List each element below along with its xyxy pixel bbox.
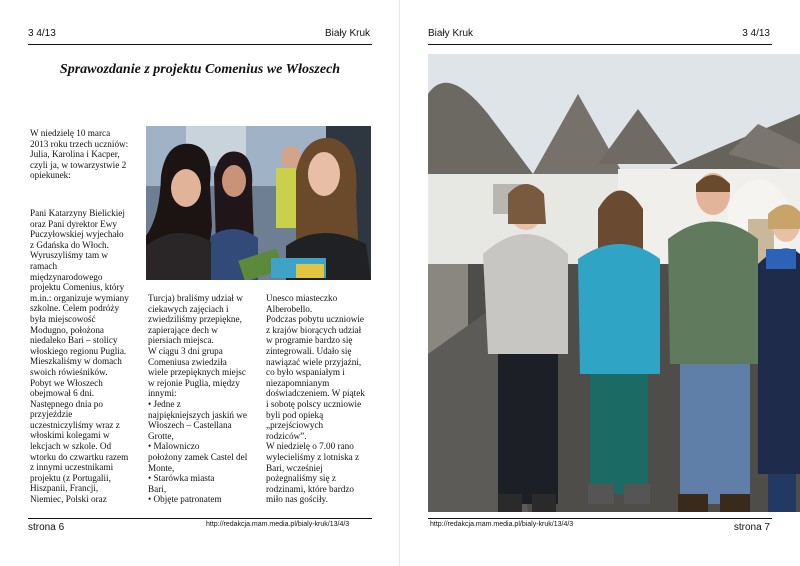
magazine-name: Biały Kruk — [324, 28, 370, 39]
page-number: strona 6 — [28, 522, 65, 533]
article-title: Sprawozdanie z projektu Comenius we Włoszech — [59, 62, 341, 77]
header-rule — [428, 44, 772, 45]
body-column-3: Unesco miasteczko Alberobello. Podczas pobytu uczniowie z krajów biorących udział w programie bardzo się zintegrowali. Udało się nawiązać wiele przyjaźni, co było wspaniałym i niezapomnianym doświadczeniem. W piątek i sobotę polscy uczniowie byli pod opieką „przejściowych rodziców”. W niedzielę o 7.00 rano wylecieliśmy z lotniska z Bari, wcześniej pożegnaliśmy się z rodzinami, które bardzo miło nas gościły. — [266, 293, 365, 505]
header-rule — [28, 44, 372, 45]
students-classroom-photo — [146, 126, 371, 280]
students-alberobello-photo — [428, 54, 800, 512]
body-column-1: Pani Katarzyny Bielickiej oraz Pani dyrektor Ewy Puczyłowskiej wyjechało z Gdańska do Włoch. Wyruszyliśmy tam w ramach międzynarodowego projektu Comenius, który m.in.: organizuje wymiany szkolne. Celem podróży była miejscowość Modugno, położona niedaleko Bari – stolicy włoskiego regionu Puglia. Mieszkaliśmy w domach swoich rówieśników. Pobyt we Włoszech obejmował 6 dni. Następnego dnia po przyjeździe uczestniczyliśmy wraz z włoskimi kolegami w lekcjach w szkole. Od wtorku do czwartku razem z innymi uczestnikami projektu (z Portugalii, Hiszpanii, Francji, Niemiec, Polski oraz — [30, 208, 129, 505]
footer-url[interactable]: http://redakcja.mam.media.pl/bialy-kruk/13/4/3 — [206, 521, 350, 528]
footer-rule — [428, 518, 772, 519]
intro-paragraph: W niedzielę 10 marca 2013 roku trzech uczniów: Julia, Karolina i Kacper, czyli ja, w towarzystwie 2 opiekunek: — [30, 128, 129, 181]
issue-number: 3 4/13 — [28, 28, 56, 39]
footer-url[interactable]: http://redakcja.mam.media.pl/bialy-kruk/13/4/3 — [430, 521, 574, 528]
page-number: strona 7 — [733, 522, 770, 533]
body-column-2: Turcja) braliśmy udział w ciekawych zajęciach i zwiedziliśmy przepiękne, zapierające dech w piersiach miejsca. W ciągu 3 dni grupa Comeniusa zwiedziła wiele przepięknych miejsc w rejonie Puglia, między innymi: • Jedne z najpiękniejszych jaskiń we Włoszech – Castellana Grotte, • Malowniczo położony zamek Castel del Monte, • Starówka miasta Bari, • Objęte patronatem — [148, 293, 248, 505]
magazine-name: Biały Kruk — [428, 28, 474, 39]
right-page — [400, 0, 800, 566]
footer-rule — [28, 518, 372, 519]
issue-number: 3 4/13 — [742, 28, 770, 39]
